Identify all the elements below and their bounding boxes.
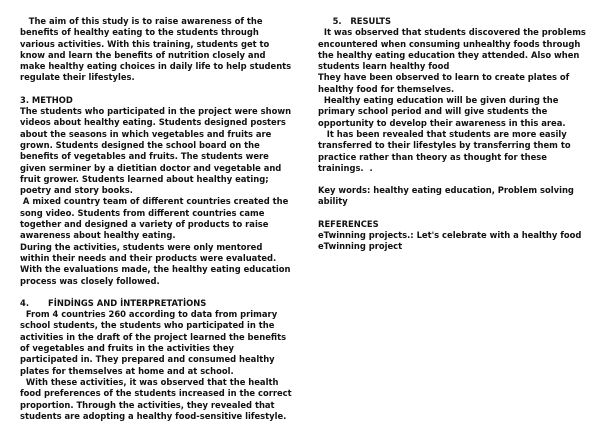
- results-heading: 5. RESULTS: [318, 16, 392, 26]
- keywords: Key words: healthy eating education, Problem solving ability: [318, 185, 577, 207]
- left-column: [20, 16, 295, 422]
- findings-paragraph-1: From 4 countries 260 according to data from primary school students, the students who participated in the activities in the draft of the project learned the benefits of vegetables and fruits in the activities they participated in. They prepared and consumed healthy plates for themselves at home and at school.: [20, 309, 289, 376]
- findings-heading: [20, 298, 292, 309]
- right-column: [318, 16, 589, 253]
- results-paragraph-4: It has been revealed that students are more easily transferred to their lifestyles by transferring them to practice rather than theory as thought for these trainings. .: [318, 128, 574, 173]
- results-paragraph-2: They have been observed to learn to create plates of healthy food for themselves.: [318, 72, 573, 94]
- findings-paragraph-2: With these activities, it was observed that the health food preferences of the students increased in the correct proportion. Through the activities, they revealed that students are adopting a healthy food-sensitive lifestyle.: [20, 376, 295, 421]
- reference-1: eTwinning projects.: Let's celebrate with a healthy food: [318, 230, 582, 241]
- findings-number: 4.: [20, 297, 30, 308]
- method-paragraph-2: A mixed country team of different countries created the song video. Students from different countries came together and designed a variety of products to raise awareness about healthy eating.: [20, 196, 292, 241]
- intro-paragraph: The aim of this study is to raise awareness of the benefits of healthy eating to the students through various activities. With this training, students get to know and learn the benefits of nutrition closely and make healthy eating choices in daily life to help students regulate their lifestyles.: [20, 16, 295, 83]
- references-heading: REFERENCES: [318, 218, 379, 229]
- method-paragraph-3: During the activities, students were only mentored within their needs and their products were evaluated. With the evaluations made, the healthy eating education process was closely followed.: [20, 241, 294, 286]
- findings-title: FİNDİNGS AND İNTERPRETATİONS: [48, 297, 207, 308]
- reference-2: eTwinning project: [318, 241, 403, 252]
- method-heading: 3. METHOD: [20, 94, 73, 105]
- method-paragraph-1: The students who participated in the project were shown videos about healthy eating. Students designed posters about the seasons in which vegetables and fruits are grown. Students designed the school board on the benefits of vegetables and fruits. The students were given serminer by a dietitian doctor and vegetable and fruit grower. Students learned about healthy eating; poetry and story books.: [20, 106, 294, 196]
- results-paragraph-3: Healthy eating education will be given during the primary school period and will give students the opportunity to develop their awareness in this area.: [318, 95, 566, 128]
- results-paragraph-1: It was observed that students discovered the problems encountered when consuming unhealthy foods through the healthy eating education they attended. Also when students learn healthy food: [318, 27, 589, 72]
